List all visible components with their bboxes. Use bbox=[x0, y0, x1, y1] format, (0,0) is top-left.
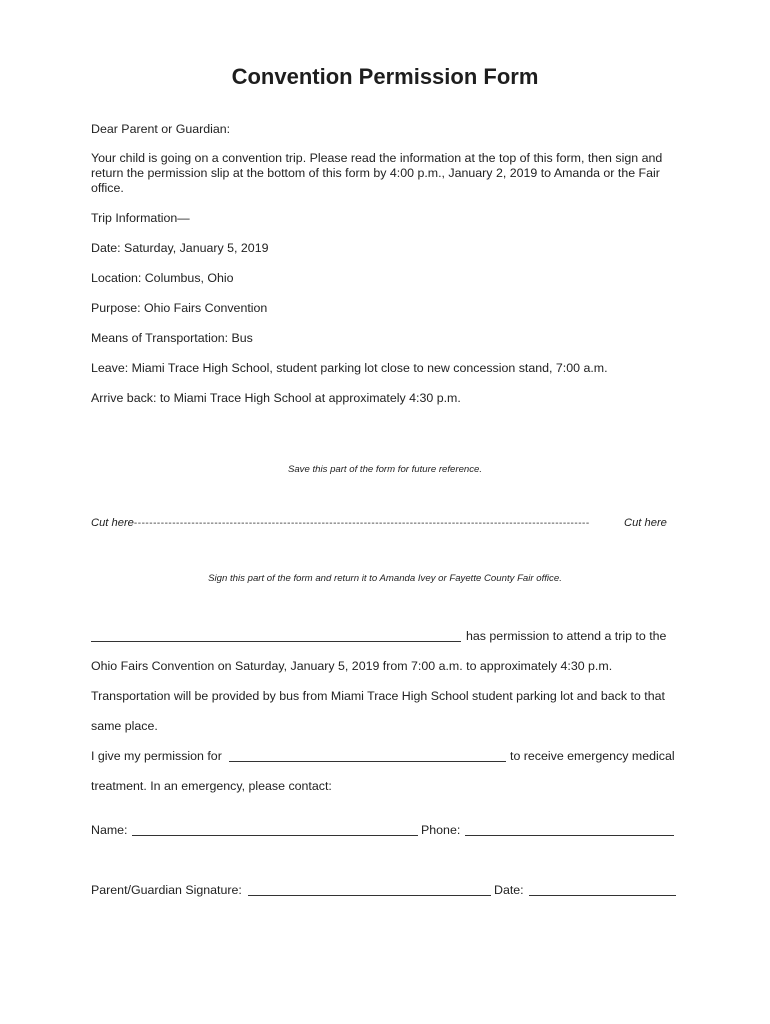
save-note: Save this part of the form for future reference. bbox=[287, 464, 483, 475]
student-name-blank[interactable] bbox=[91, 641, 461, 642]
signature-label: Parent/Guardian Signature: bbox=[91, 883, 242, 897]
trip-transport: Means of Transportation: Bus bbox=[91, 331, 253, 345]
emergency-name-field[interactable] bbox=[132, 835, 418, 836]
emergency-phone-field[interactable] bbox=[465, 835, 674, 836]
cut-line bbox=[91, 517, 590, 529]
slip-line-3: Transportation will be provided by bus from Miami Trace High School student parking lot and back to that bbox=[91, 689, 665, 703]
cut-dashes: ----------------------------------------------------------------------------------------------------------------------- bbox=[133, 518, 590, 529]
permission-tail: has permission to attend a trip to the bbox=[466, 629, 667, 643]
intro-paragraph: Your child is going on a convention trip. Please read the information at the top of this form, then sign and return the permission slip at the bottom of this form by 4:00 p.m., January 2, 2019 to Amanda or the Fair office. bbox=[91, 151, 663, 195]
phone-label: Phone: bbox=[421, 823, 461, 837]
date-field[interactable] bbox=[529, 895, 676, 896]
slip-line-4: same place. bbox=[91, 719, 158, 733]
trip-info-heading: Trip Information— bbox=[91, 211, 190, 225]
slip-line-6: treatment. In an emergency, please contact: bbox=[91, 779, 332, 793]
trip-leave: Leave: Miami Trace High School, student parking lot close to new concession stand, 7:00 a.m. bbox=[91, 361, 608, 375]
trip-arrive: Arrive back: to Miami Trace High School at approximately 4:30 p.m. bbox=[91, 391, 461, 405]
cut-here-right: Cut here bbox=[624, 517, 667, 529]
trip-date: Date: Saturday, January 5, 2019 bbox=[91, 241, 269, 255]
medical-name-blank[interactable] bbox=[229, 761, 506, 762]
date-label: Date: bbox=[494, 883, 524, 897]
greeting: Dear Parent or Guardian: bbox=[91, 122, 231, 136]
signature-field[interactable] bbox=[248, 895, 491, 896]
medical-prefix: I give my permission for bbox=[91, 749, 222, 763]
trip-location: Location: Columbus, Ohio bbox=[91, 271, 234, 285]
name-label: Name: bbox=[91, 823, 128, 837]
medical-suffix: to receive emergency medical bbox=[510, 749, 675, 763]
trip-purpose: Purpose: Ohio Fairs Convention bbox=[91, 301, 268, 315]
slip-line-2: Ohio Fairs Convention on Saturday, January 5, 2019 from 7:00 a.m. to approximately 4:30 p.m. bbox=[91, 659, 613, 673]
page-title: Convention Permission Form bbox=[231, 64, 539, 89]
sign-note: Sign this part of the form and return it to Amanda Ivey or Fayette County Fair office. bbox=[208, 573, 562, 584]
cut-here-left: Cut here bbox=[91, 517, 134, 529]
